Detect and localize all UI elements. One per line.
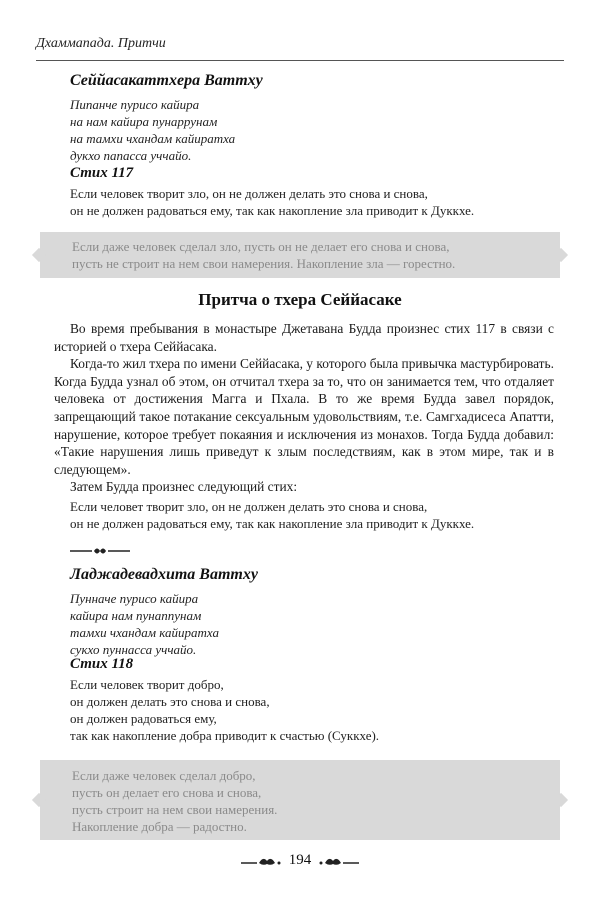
verse-117	[70, 165, 550, 219]
pali-line: Пипанче пурисо кайира	[70, 97, 200, 112]
page-footer	[0, 852, 600, 869]
verse-line: он должен радоваться ему,	[70, 711, 217, 726]
box-line: пусть он делает его снова и снова,	[72, 785, 262, 800]
verse-line: он должен делать это снова и снова,	[70, 694, 270, 709]
box-line: Если даже человек сделал зло, пусть он не делает его снова и снова,	[72, 239, 450, 254]
box-line: Если даже человек сделал добро,	[72, 768, 256, 783]
commentary-box-117	[40, 232, 560, 278]
footer-ornament-left-icon	[241, 855, 281, 867]
box-line: Накопление добра — радостно.	[72, 819, 247, 834]
pali-line: дукхо папасса уччайо.	[70, 148, 192, 163]
story-paragraph: Затем Будда произнес следующий стих:	[70, 479, 298, 495]
verse-line: он не должен радоваться ему, так как накопление зла приводит к Дуккхе.	[70, 516, 475, 531]
commentary-box-118	[40, 760, 560, 840]
verse-line: Если человек творит зло, он не должен делать это снова и снова,	[70, 186, 428, 201]
pali-verse	[70, 96, 550, 164]
story-paragraph: Во время пребывания в монастыре Джетавана Будда произнес стих 117 в связи с историей о тхера Сеййасака.	[54, 321, 554, 354]
pali-line: кайира нам пунаппунам	[70, 608, 202, 623]
verse-line: так как накопление добра приводит к счастью (Суккхе).	[70, 728, 380, 743]
page-number: 194	[288, 852, 312, 869]
running-header: Дхаммапада. Притчи	[36, 36, 166, 51]
pali-line: Пунначе пурисо кайира	[70, 591, 199, 606]
verse-line: он не должен радоваться ему, так как накопление зла приводит к Дуккхе.	[70, 203, 475, 218]
pali-line: сукхо пуннасса уччайо.	[70, 642, 197, 657]
pali-verse	[70, 590, 550, 658]
box-ornament-right	[556, 232, 566, 278]
verse-text	[70, 185, 550, 219]
story-body	[54, 320, 554, 496]
section-pali-118	[70, 566, 550, 658]
pali-title: Ладжадевадхита Ваттху	[70, 566, 258, 583]
footer-ornament-right-icon	[319, 855, 359, 867]
pali-title: Сеййасакаттхера Ваттху	[70, 72, 263, 89]
header-divider	[36, 60, 564, 61]
verse-line: Если человет творит зло, он не должен делать это снова и снова,	[70, 499, 428, 514]
verse-title: Стих 117	[70, 165, 134, 181]
box-line: пусть не строит на нем свои намерения. Накопление зла — горестно.	[72, 256, 456, 271]
box-ornament-left	[34, 760, 44, 840]
box-line: пусть строит на нем свои намерения.	[72, 802, 278, 817]
pali-line: на тамхи чхандам кайиратха	[70, 131, 236, 146]
pali-line: тамхи чхандам кайиратха	[70, 625, 219, 640]
story-verse	[70, 498, 550, 532]
section-pali-117	[70, 72, 550, 164]
story-paragraph: Когда-то жил тхера по имени Сеййасака, у которого была привычка мастурбировать. Когда Будда узнал об этом, он отчитал тхера за то, что он занимается тем, что отдаляет человека от достижения Магга и Пхала. В то же время Будда завел порядок, запрещающий такое потакание сексуальным удовольствиям, т.е. Самгхадисеса Апатти, нарушение, которое требует покаяния и исключения из монахов. Тогда Будда добавил: «Такие нарушения лишь приведут к злым последствиям, как в этом мире, так и в следующем».	[54, 356, 554, 477]
verse-118	[70, 656, 550, 744]
verse-line: Если человек творит добро,	[70, 677, 224, 692]
section-divider-ornament	[70, 546, 130, 556]
box-ornament-right	[556, 760, 566, 840]
verse-text	[70, 676, 550, 744]
story-title: Притча о тхера Сеййасаке	[198, 290, 402, 309]
verse-title: Стих 118	[70, 656, 134, 672]
pali-line: на нам кайира пунаррунам	[70, 114, 218, 129]
box-ornament-left	[34, 232, 44, 278]
